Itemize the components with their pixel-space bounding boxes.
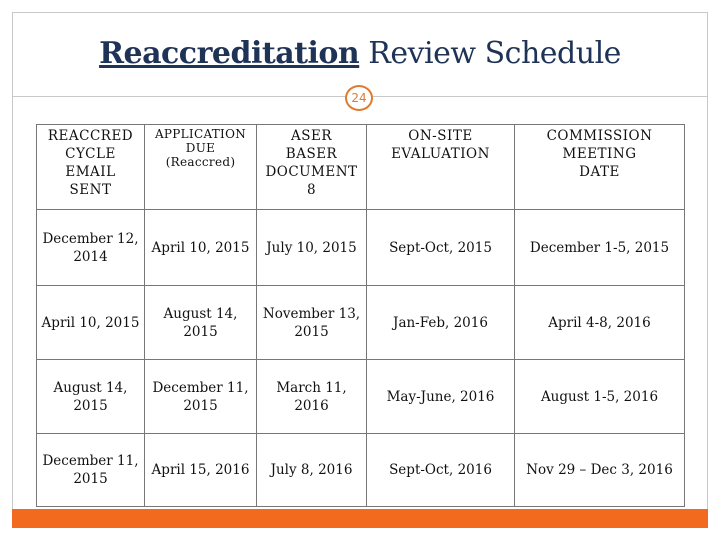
cell-aser-baser: July 8, 2016 — [257, 434, 367, 507]
slide-title — [0, 36, 720, 71]
cell-on-site: Sept-Oct, 2015 — [367, 210, 515, 286]
footer-accent-bar — [12, 509, 708, 528]
title-rest: Review Schedule — [359, 36, 621, 71]
review-schedule-table — [36, 124, 685, 507]
cell-commission-date: December 1-5, 2015 — [515, 210, 685, 286]
cell-email-sent: August 14, 2015 — [37, 360, 145, 434]
cell-application-due: April 15, 2016 — [145, 434, 257, 507]
header-aser-baser-document: ASER BASER DOCUMENT 8 — [257, 125, 367, 210]
header-on-site-evaluation: ON-SITE EVALUATION — [367, 125, 515, 210]
table-header-row — [37, 125, 685, 210]
cell-email-sent: December 12, 2014 — [37, 210, 145, 286]
cell-on-site: May-June, 2016 — [367, 360, 515, 434]
table-row — [37, 434, 685, 507]
title-keyword: Reaccreditation — [99, 36, 360, 71]
header-reaccred-cycle-email-sent: REACCRED CYCLE EMAIL SENT — [37, 125, 145, 210]
page-number-badge: 24 — [345, 85, 373, 111]
cell-aser-baser: March 11, 2016 — [257, 360, 367, 434]
cell-aser-baser: November 13, 2015 — [257, 286, 367, 360]
cell-on-site: Sept-Oct, 2016 — [367, 434, 515, 507]
cell-email-sent: April 10, 2015 — [37, 286, 145, 360]
cell-application-due: August 14, 2015 — [145, 286, 257, 360]
header-application-due: APPLICATION DUE (Reaccred) — [145, 125, 257, 210]
cell-commission-date: April 4-8, 2016 — [515, 286, 685, 360]
cell-on-site: Jan-Feb, 2016 — [367, 286, 515, 360]
cell-commission-date: Nov 29 – Dec 3, 2016 — [515, 434, 685, 507]
cell-email-sent: December 11, 2015 — [37, 434, 145, 507]
header-commission-meeting-date: COMMISSION MEETING DATE — [515, 125, 685, 210]
table-row — [37, 286, 685, 360]
cell-application-due: December 11, 2015 — [145, 360, 257, 434]
table-row — [37, 360, 685, 434]
cell-commission-date: August 1-5, 2016 — [515, 360, 685, 434]
table-row — [37, 210, 685, 286]
cell-aser-baser: July 10, 2015 — [257, 210, 367, 286]
cell-application-due: April 10, 2015 — [145, 210, 257, 286]
